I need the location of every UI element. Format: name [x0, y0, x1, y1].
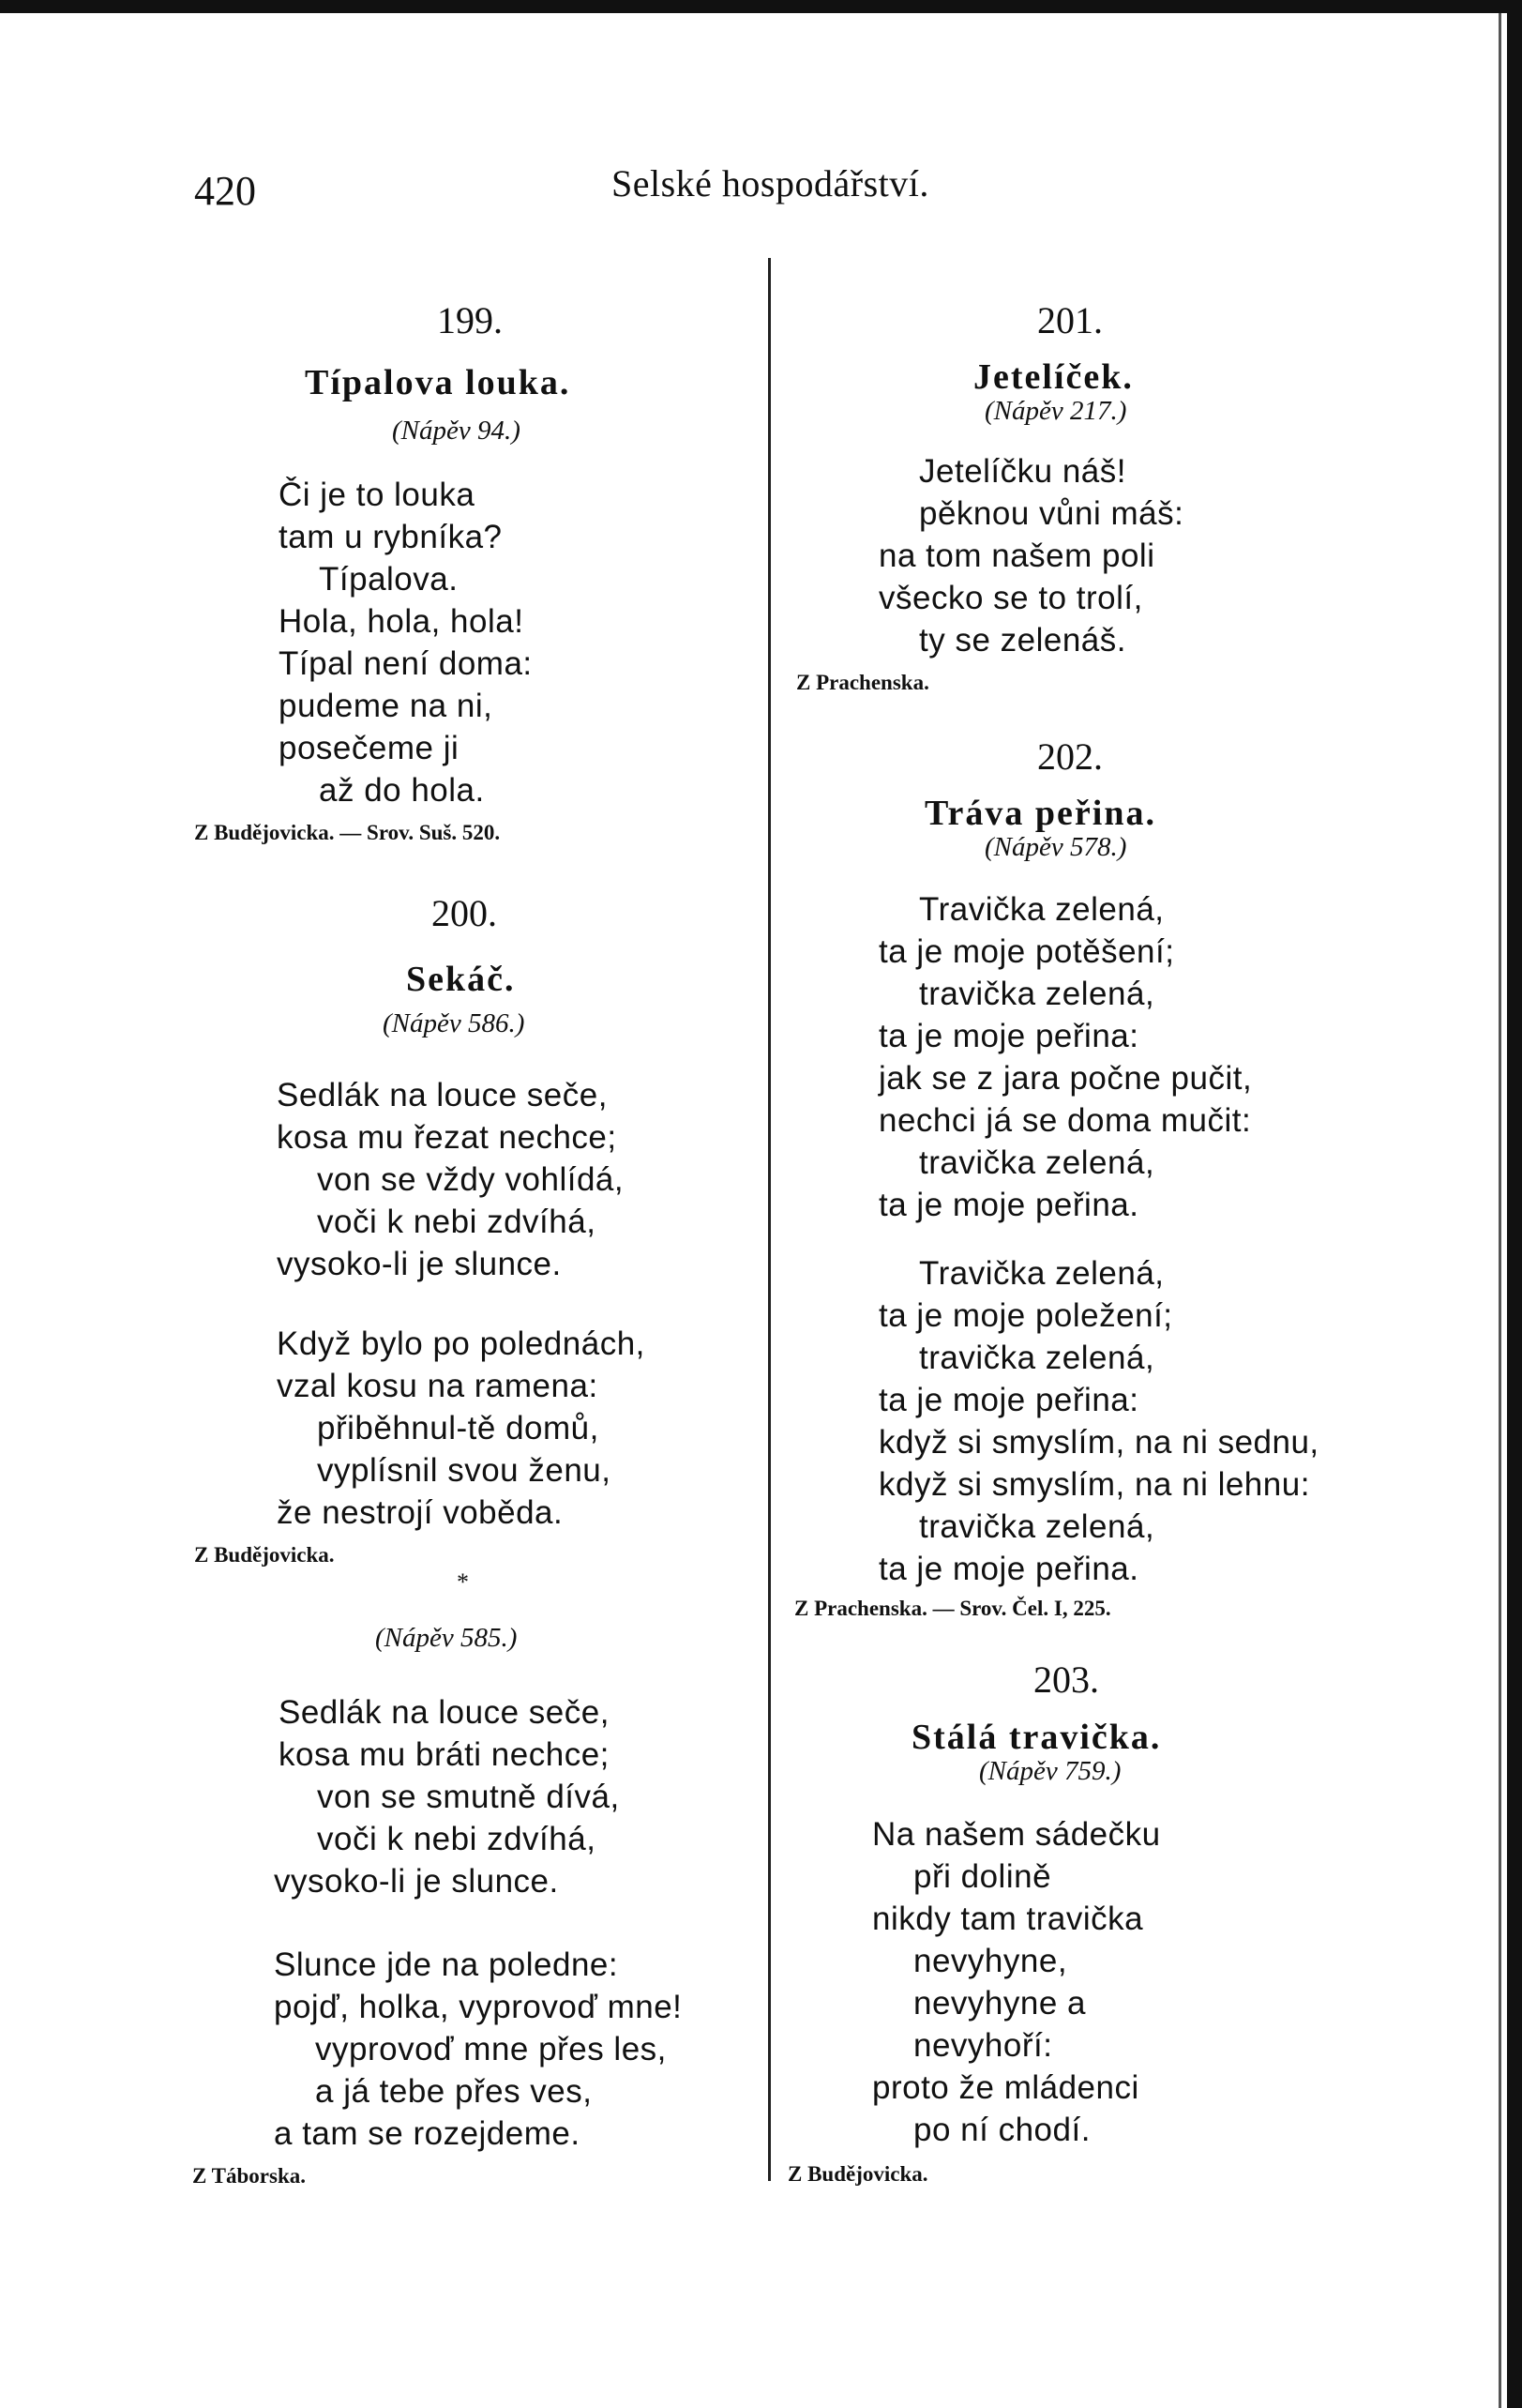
source-note: Z Budějovicka. [194, 1543, 335, 1567]
song-number: 203. [1033, 1658, 1099, 1701]
verse-line: pojď, holka, vyprovoď mne! [274, 1989, 683, 2025]
song-title: Típalova louka. [305, 363, 571, 402]
verse-line: posečeme ji [279, 730, 460, 766]
verse-line: ta je moje potěšení; [879, 933, 1175, 970]
verse-line: vysoko-li je slunce. [274, 1863, 559, 1900]
verse-line: Hola, hola, hola! [279, 603, 524, 640]
song-title: Sekáč. [406, 960, 516, 999]
melody-ref: (Nápěv 586.) [383, 1008, 525, 1038]
verse-line: ta je moje poležení; [879, 1297, 1173, 1334]
verse-line: Sedlák na louce seče, [277, 1077, 608, 1113]
verse-line: travička zelená, [919, 976, 1155, 1012]
verse-line: tam u rybníka? [279, 519, 503, 555]
verse-line: von se smutně dívá, [317, 1779, 620, 1815]
verse-line: vysoko-li je slunce. [277, 1246, 562, 1282]
scan-border-right [1507, 0, 1522, 2408]
verse-line: voči k nebi zdvíhá, [317, 1821, 596, 1857]
melody-ref: (Nápěv 94.) [392, 416, 520, 446]
source-note: Z Budějovicka. — Srov. Suš. 520. [194, 821, 501, 844]
verse-line: a tam se rozejdeme. [274, 2115, 580, 2152]
song-number: 201. [1037, 299, 1103, 341]
song-number: 200. [431, 892, 497, 934]
verse-line: Sedlák na louce seče, [279, 1694, 610, 1731]
song-title: Jetelíček. [973, 357, 1134, 397]
verse-line: travička zelená, [919, 1340, 1155, 1376]
verse-line: kosa mu bráti nechce; [279, 1736, 610, 1773]
verse-line: přiběhnul-tě domů, [317, 1410, 599, 1446]
verse-line: pěknou vůni máš: [919, 495, 1184, 532]
song-title: Stálá travička. [912, 1718, 1162, 1757]
verse-line: Když bylo po polednách, [277, 1325, 645, 1362]
verse-line: po ní chodí. [913, 2112, 1091, 2148]
song-number: 202. [1037, 735, 1103, 778]
verse-line: von se vždy vohlídá, [317, 1161, 625, 1198]
verse-line: ta je moje peřina. [879, 1187, 1139, 1223]
verse-line: kosa mu řezat nechce; [277, 1119, 617, 1156]
verse-line: ty se zelenáš. [919, 622, 1126, 659]
verse-line: Na našem sádečku [872, 1816, 1161, 1853]
verse-line: ta je moje peřina: [879, 1382, 1139, 1418]
verse-line: vyplísnil svou ženu, [317, 1452, 611, 1489]
melody-ref: (Nápěv 578.) [985, 832, 1127, 862]
source-note: Z Prachenska. — Srov. Čel. I, 225. [794, 1597, 1111, 1620]
asterisk: * [457, 1568, 469, 1596]
source-note: Z Táborska. [192, 2164, 307, 2188]
song-number: 199. [437, 299, 503, 341]
page-number: 420 [194, 168, 256, 214]
verse-line: Travička zelená, [919, 1255, 1165, 1292]
song-title: Tráva peřina. [925, 794, 1156, 833]
verse-line: nevyhoří: [913, 2027, 1053, 2064]
verse-line: až do hola. [319, 772, 485, 809]
verse-line: Jetelíčku náš! [919, 453, 1126, 490]
verse-line: nechci já se doma mučit: [879, 1102, 1252, 1139]
running-title: Selské hospodářství. [611, 162, 929, 204]
source-note: Z Budějovicka. [788, 2162, 928, 2186]
verse-line: voči k nebi zdvíhá, [317, 1204, 596, 1240]
verse-line: při dolině [913, 1858, 1052, 1895]
verse-line: travička zelená, [919, 1508, 1155, 1545]
verse-line: Travička zelená, [919, 891, 1165, 928]
verse-line: že nestrojí voběda. [277, 1494, 564, 1531]
verse-line: Či je to louka [279, 477, 475, 513]
verse-line: travička zelená, [919, 1144, 1155, 1181]
verse-line: jak se z jara počne pučit, [879, 1060, 1253, 1097]
verse-line: ta je moje peřina. [879, 1551, 1139, 1587]
melody-ref: (Nápěv 759.) [979, 1756, 1122, 1786]
verse-line: všecko se to trolí, [879, 580, 1143, 616]
source-note: Z Prachenska. [796, 671, 929, 694]
scan-border-top [0, 0, 1522, 13]
column-divider [768, 258, 771, 2181]
verse-line: nikdy tam travička [872, 1901, 1144, 1937]
verse-line: vzal kosu na ramena: [277, 1368, 598, 1404]
verse-line: na tom našem poli [879, 538, 1155, 574]
verse-line: Típalova. [319, 561, 459, 598]
verse-line: nevyhyne a [913, 1985, 1087, 2022]
verse-line: a já tebe přes ves, [315, 2073, 593, 2110]
verse-line: vyprovoď mne přes les, [315, 2031, 667, 2067]
melody-ref: (Nápěv 585.) [375, 1623, 518, 1653]
verse-line: proto že mládenci [872, 2069, 1139, 2106]
verse-line: nevyhyne, [913, 1943, 1068, 1979]
verse-line: Típal není doma: [279, 645, 533, 682]
scan-border-right-inner [1499, 13, 1501, 2408]
verse-line: když si smyslím, na ni sednu, [879, 1424, 1319, 1461]
verse-line: Slunce jde na poledne: [274, 1946, 619, 1983]
verse-line: ta je moje peřina: [879, 1018, 1139, 1054]
verse-line: pudeme na ni, [279, 688, 493, 724]
verse-line: když si smyslím, na ni lehnu: [879, 1466, 1310, 1503]
melody-ref: (Nápěv 217.) [985, 396, 1127, 426]
